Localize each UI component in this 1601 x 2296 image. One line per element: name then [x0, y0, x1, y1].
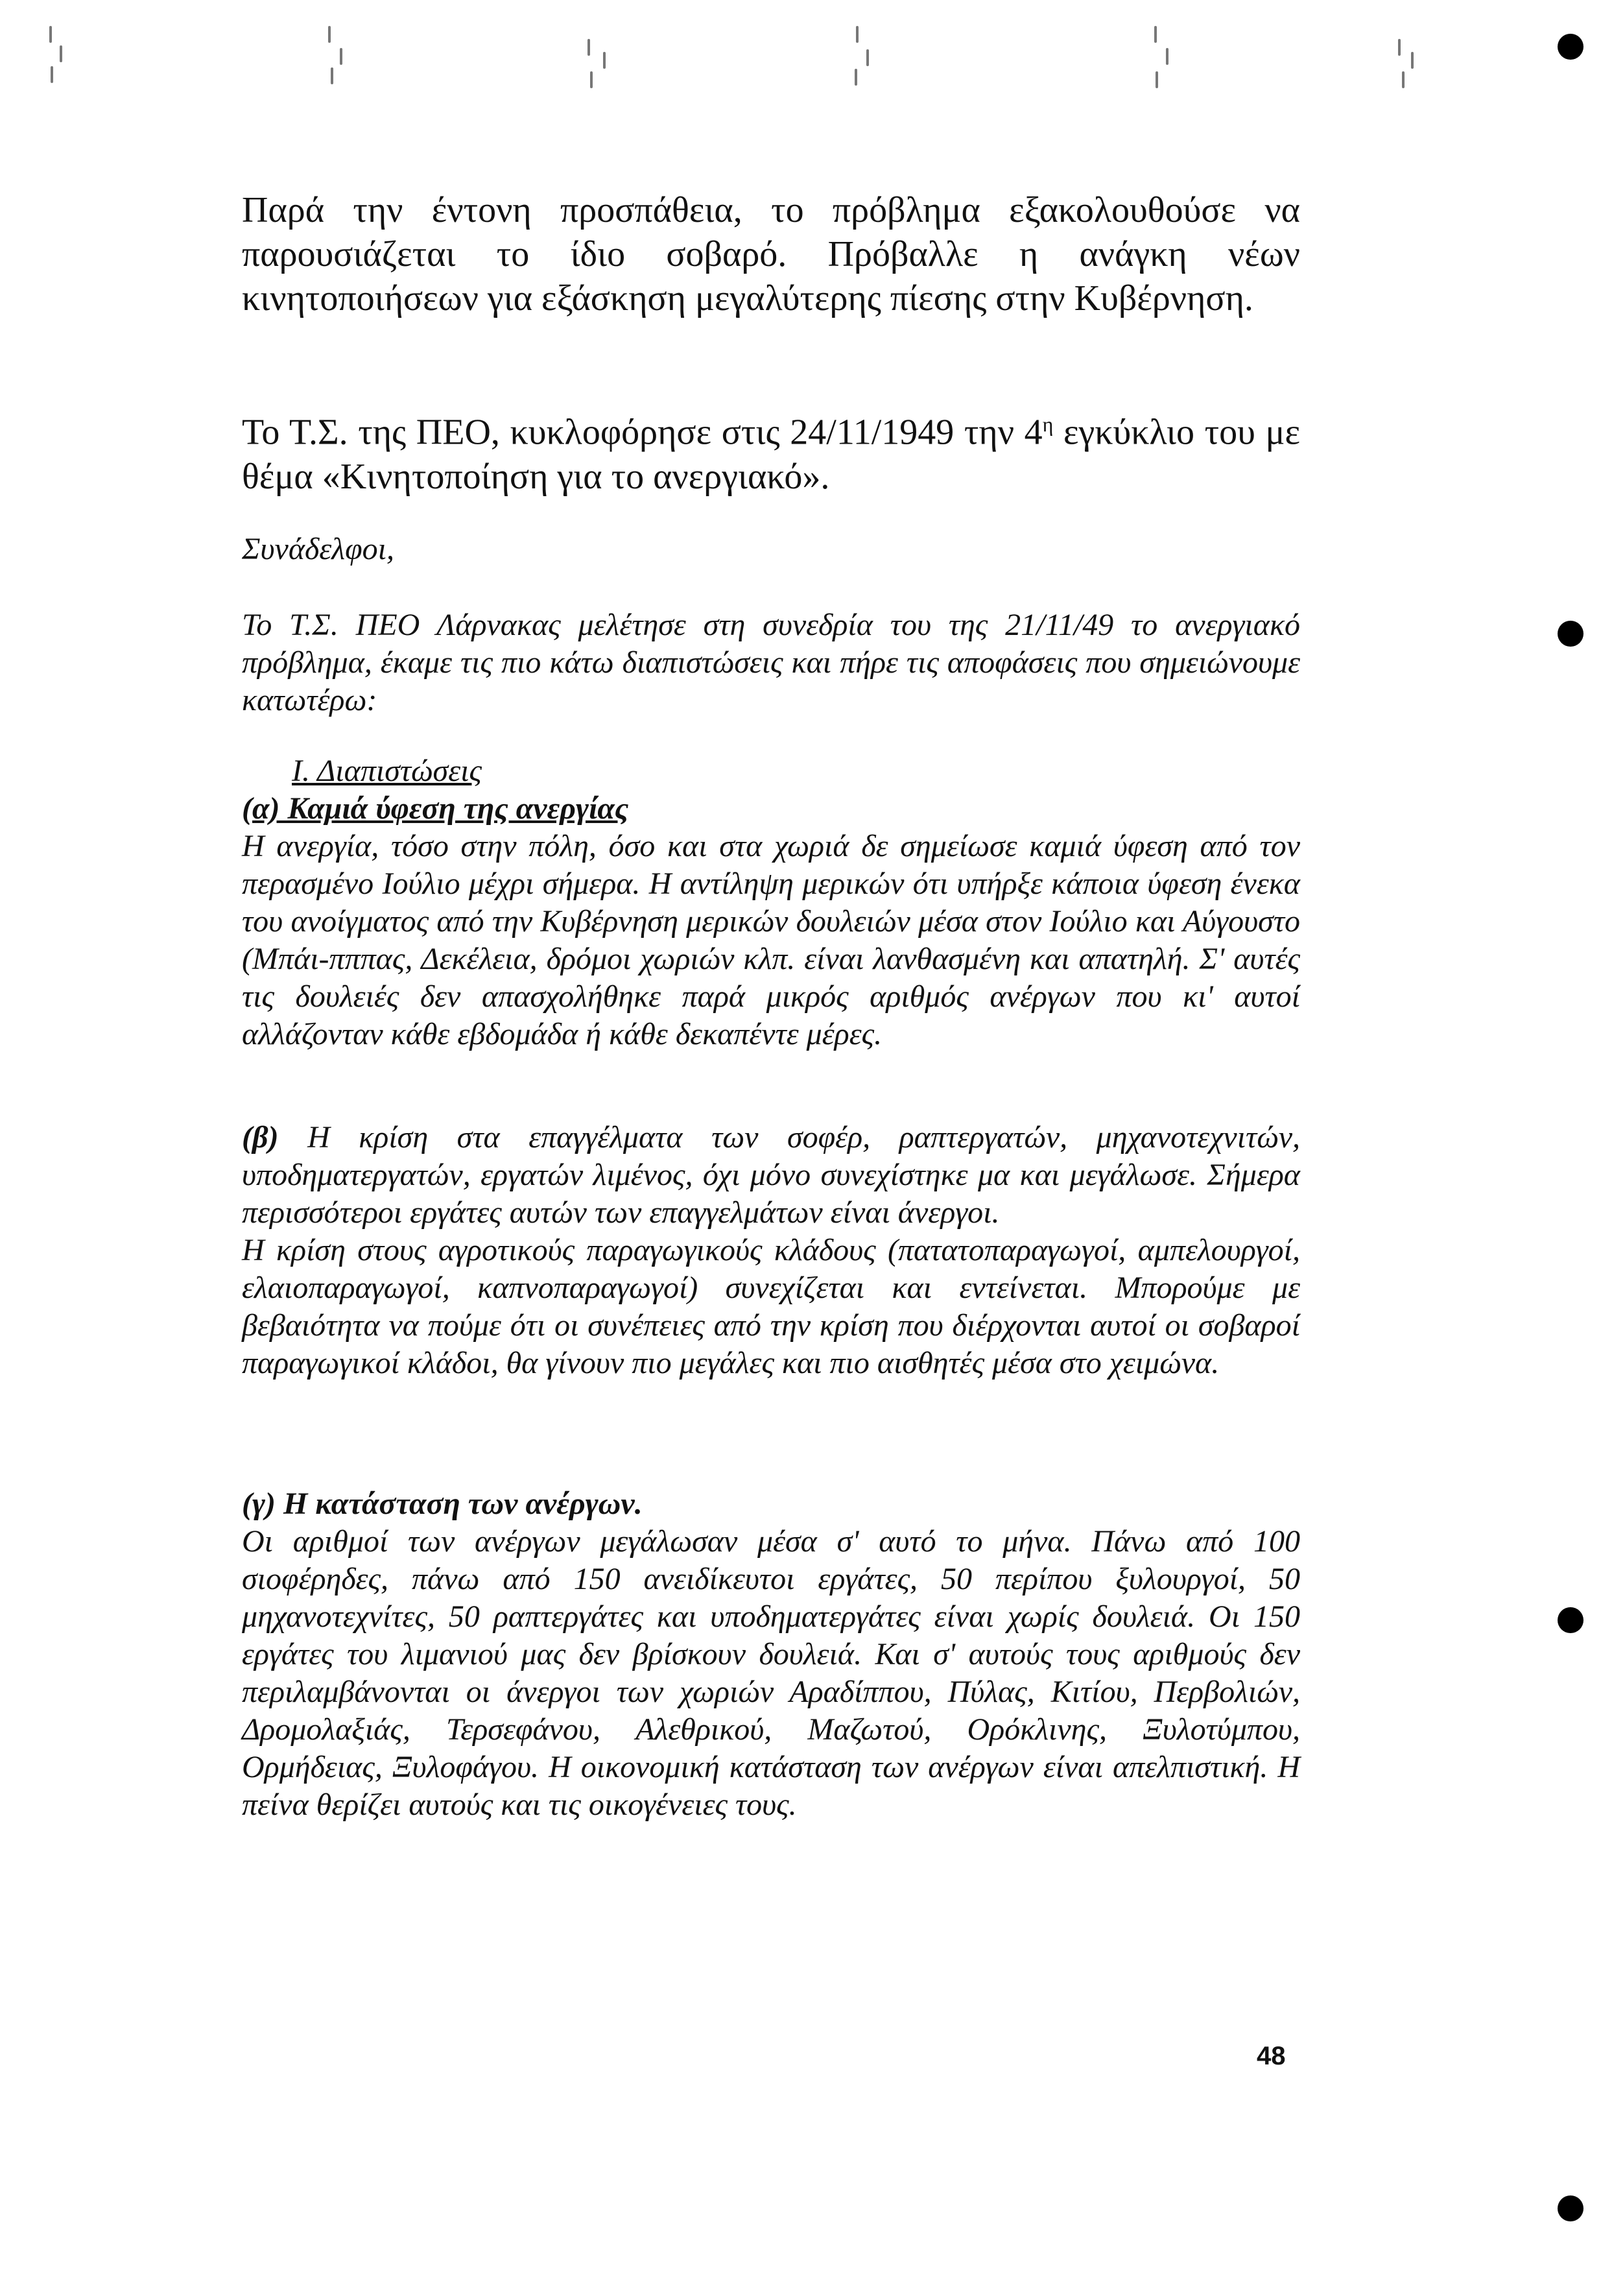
circular-text-start: Το Τ.Σ. της ΠΕΟ, κυκλοφόρησε στις 24/11/1949 την 4: [242, 412, 1043, 453]
binding-mark: [324, 19, 350, 91]
letter-intro: Το Τ.Σ. ΠΕΟ Λάρνακας μελέτησε στη συνεδρία του της 21/11/49 το ανεργιακό πρόβλημα, έκαμε τις πιο κάτω διαπιστώσεις και πήρε τις αποφάσεις που σημειώνουμε κατωτέρω:: [242, 608, 1300, 717]
subsection-b-body-continued: Η κρίση στους αγροτικούς παραγωγικούς κλάδους (πατατοπαραγωγοί, αμπελουργοί, ελαιοπαραγωγοί, καπνοπαραγωγοί) συνεχίζεται και εντείνεται. Μπορούμε με βεβαιότητα να πούμε ότι οι συνέπειες από την κρίση που διέρχονται αυτοί οι σοβαροί παραγωγικοί κλάδοι, θα γίνουν πιο μεγάλες και πιο αισθητές μέσα στο χειμώνα.: [242, 1233, 1300, 1380]
circular-text-end: εγκύκλιο του με θέμα «Κινητοποίηση για το ανεργιακό».: [242, 412, 1300, 497]
binding-mark: [1148, 19, 1174, 91]
binding-mark: [1394, 19, 1420, 91]
salutation: Συνάδελφοι,: [242, 532, 394, 566]
binding-mark: [584, 19, 610, 91]
subsection-b-label: (β): [242, 1120, 279, 1154]
subsection-c-heading: (γ) Η κατάσταση των ανέργων.: [242, 1487, 643, 1521]
punch-hole: [1558, 621, 1583, 647]
page-number: 48: [1257, 2042, 1286, 2070]
subsection-a-heading: (α) Καμιά ύφεση της ανεργίας: [242, 791, 629, 826]
subsection-a-body: Η ανεργία, τόσο στην πόλη, όσο και στα χωριά δε σημείωσε καμιά ύφεση από τον περασμένο Ιούλιο μέχρι σήμερα. Η αντίληψη μερικών ότι υπήρξε κάποια ύφεση ένεκα του ανοίγματος από την Κυβέρνηση μερικών δουλειών μέσα στον Ιούλιο και Αύγουστο (Μπάι-πππας, Δεκέλεια, δρόμοι χωριών κλπ. είναι λανθασμένη και απατηλή. Σ' αυτές τις δουλειές δεν απασχολήθηκε παρά μικρός αριθμός ανέργων που κι' αυτοί αλλάζονταν κάθε εβδομάδα ή κάθε δεκαπέντε μέρες.: [242, 829, 1300, 1051]
section-heading: Ι. Διαπιστώσεις: [292, 754, 482, 788]
punch-hole: [1558, 34, 1583, 60]
subsection-c-body: Οι αριθμοί των ανέργων μεγάλωσαν μέσα σ' αυτό το μήνα. Πάνω από 100 σιοφέρηδες, πάνω από 150 ανειδίκευτοι εργάτες, 50 περίπου ξυλουργοί, 50 μηχανοτεχνίτες, 50 ραπτεργάτες και υποδηματεργάτες είναι χωρίς δουλειά. Οι 150 εργάτες του λιμανιού μας δεν βρίσκουν δουλειά. Και σ' αυτούς τους αριθμούς δεν περιλαμβάνονται οι άνεργοι των χωριών Αραδίππου, Πύλας, Κιτίου, Περβολιών, Δρομολαξιάς, Τερσεφάνου, Αλεθρικού, Μαζωτού, Ορόκλινης, Ξυλοτύμπου, Ορμήδειας, Ξυλοφάγου. Η οικονομική κατάσταση των ανέργων είναι απελπιστική. Η πείνα θερίζει αυτούς και τις οικογένειες τους.: [242, 1524, 1300, 1822]
binding-mark: [849, 19, 875, 91]
subsection-b-text: Η κρίση στα επαγγέλματα των σοφέρ, ραπτεργατών, μηχανοτεχνιτών, υποδηματεργατών, εργατών λιμένος, όχι μόνο συνεχίστηκε μα και μεγάλωσε. Σήμερα περισσότεροι εργάτες αυτών των επαγγελμάτων είναι άνεργοι.: [242, 1120, 1300, 1230]
punch-hole: [1558, 1607, 1583, 1633]
intro-paragraph: Παρά την έντονη προσπάθεια, το πρόβλημα εξακολουθούσε να παρουσιάζεται το ίδιο σοβαρό. Πρόβαλλε η ανάγκη νέων κινητοποιήσεων για εξάσκηση μεγαλύτερης πίεσης στην Κυβέρνηση.: [242, 190, 1300, 318]
subsection-b-body: [242, 1119, 1300, 1232]
binding-mark: [45, 19, 71, 91]
circular-paragraph: [242, 402, 1300, 499]
punch-hole: [1558, 2195, 1583, 2221]
circular-ordinal-suffix: η: [1042, 413, 1054, 436]
